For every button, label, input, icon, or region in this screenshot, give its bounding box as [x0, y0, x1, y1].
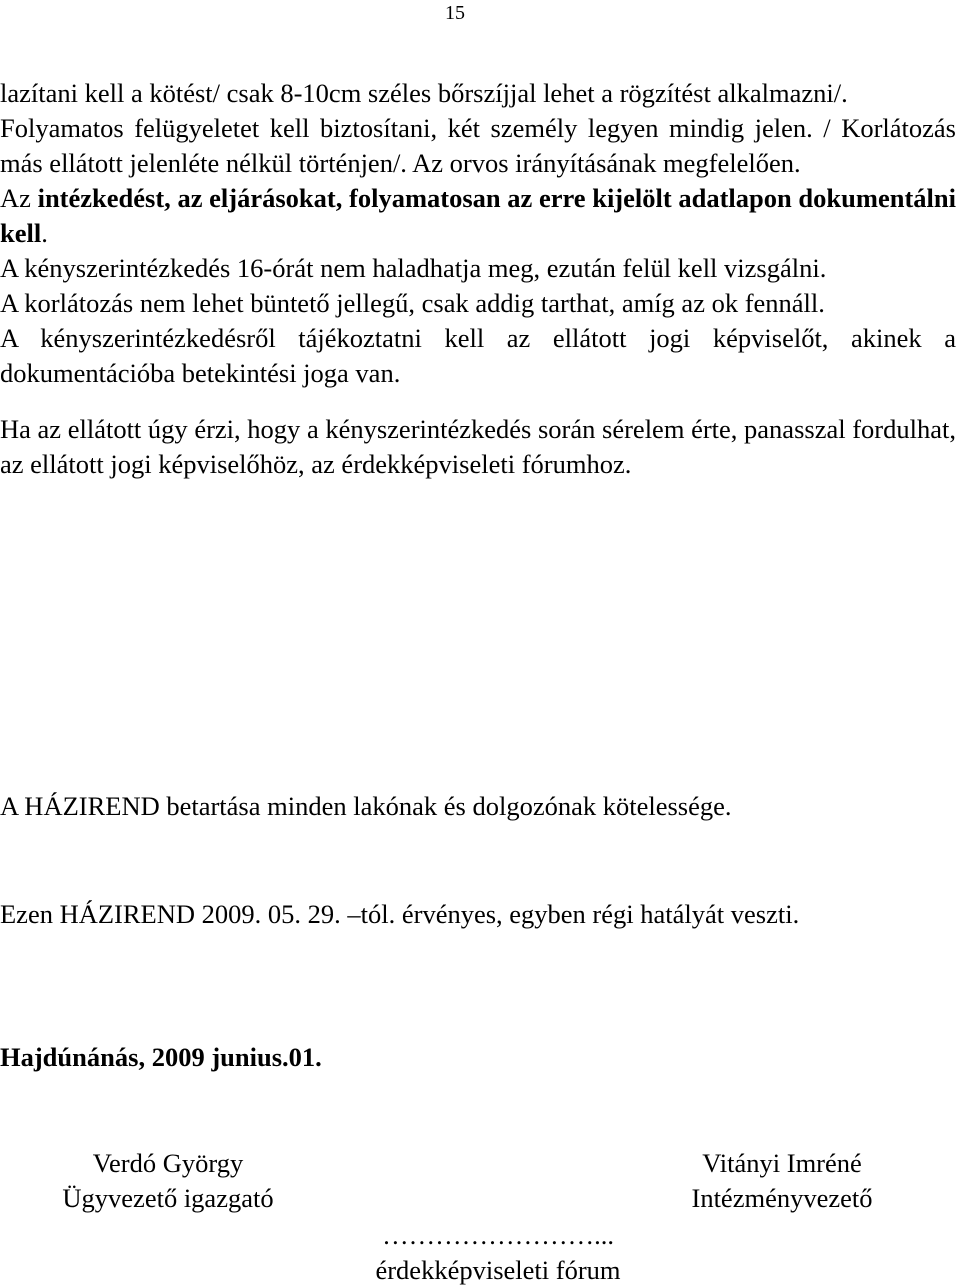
document-body: [0, 76, 956, 482]
signature-right: [664, 1146, 900, 1216]
documentation-prefix: Az: [0, 183, 38, 213]
signature-right-name: Vitányi Imréné: [702, 1148, 862, 1178]
paragraph-documentation: [0, 181, 956, 251]
signature-left-title: Ügyvezető igazgató: [62, 1183, 274, 1213]
signature-left-name: Verdó György: [92, 1148, 244, 1178]
place-and-date: Hajdúnánás, 2009 junius.01.: [0, 1042, 322, 1072]
paragraph-not-punitive: A korlátozás nem lehet büntető jellegű, csak addig tarthat, amíg az ok fennáll.: [0, 288, 825, 318]
signature-left: [40, 1146, 296, 1216]
paragraph-legal-representative: A kényszerintézkedésről tájékoztatni kell az ellátott jogi képviselőt, akinek a dokumentációba betekintési joga van.: [0, 323, 956, 388]
documentation-bold-text: intézkedést, az eljárásokat, folyamatosan az erre kijelölt adatlapon dokumentálni kell: [0, 183, 957, 248]
paragraph-supervision: Folyamatos felügyeletet kell biztosítani, két személy legyen mindig jelen. / Korlátozás más ellátott jelenléte nélkül történjen/. Az orvos irányításának megfelelően.: [0, 113, 956, 178]
signature-center-dots: ……………………...: [382, 1220, 614, 1250]
signature-right-title: Intézményvezető: [691, 1183, 873, 1213]
validity-statement: Ezen HÁZIREND 2009. 05. 29. –tól. érvényes, egyben régi hatályát veszti.: [0, 899, 800, 929]
paragraph-binding-loosening: lazítani kell a kötést/ csak 8-10cm széles bőrszíjjal lehet a rögzítést alkalmazni/.: [0, 78, 848, 108]
page-number: 15: [445, 2, 465, 24]
signature-center: [340, 1218, 656, 1288]
paragraph-time-limit: A kényszerintézkedés 16-órát nem haladhatja meg, ezután felül kell vizsgálni.: [0, 253, 827, 283]
documentation-suffix: .: [41, 218, 48, 248]
house-rules-statement: A HÁZIREND betartása minden lakónak és dolgozónak kötelessége.: [0, 791, 732, 821]
paragraph-complaint: Ha az ellátott úgy érzi, hogy a kényszerintézkedés során sérelem érte, panasszal fordulhat, az ellátott jogi képviselőhöz, az érdekképviseleti fórumhoz.: [0, 414, 956, 479]
signature-center-title: érdekképviseleti fórum: [375, 1255, 621, 1285]
